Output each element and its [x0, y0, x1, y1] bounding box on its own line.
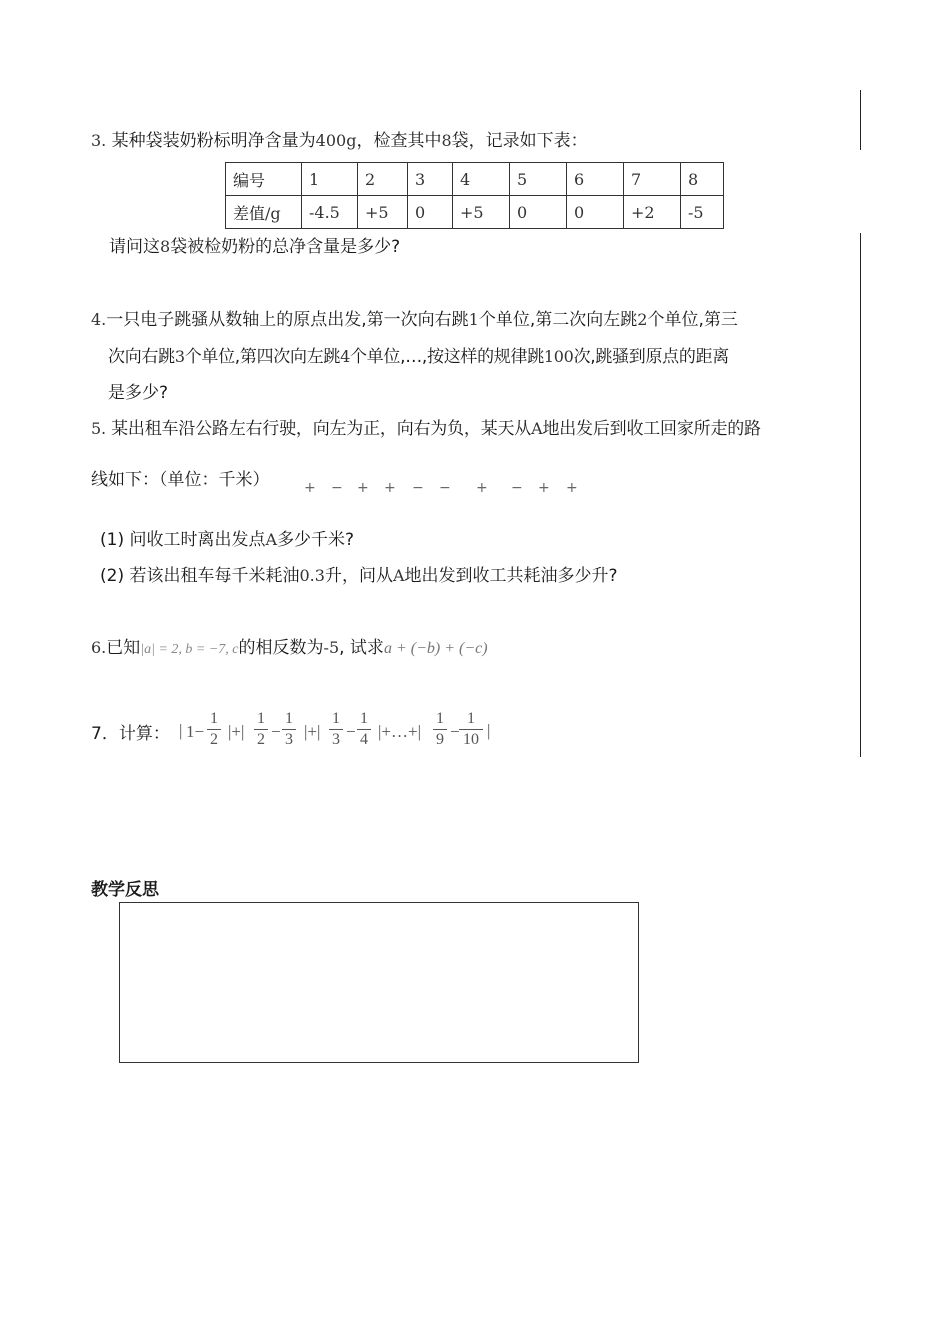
route-sign: + [384, 480, 396, 496]
route-signs [304, 480, 594, 500]
route-sign: − [439, 480, 451, 496]
table-cell: 0 [510, 196, 567, 229]
table-cell: 3 [408, 163, 453, 196]
table-cell: +2 [624, 196, 681, 229]
route-sign: + [476, 480, 488, 496]
minus-sign: − [450, 722, 460, 741]
margin-rule-top [860, 90, 861, 150]
route-sign: + [538, 480, 550, 496]
table-cell: 差值/g [226, 196, 302, 229]
table-row [226, 163, 724, 196]
route-sign: − [331, 480, 343, 496]
fraction: 1 4 [357, 710, 371, 749]
q5-line-2: 线如下：（单位：千米） [91, 470, 270, 490]
q6-line: 6.已知|a| = 2, b = −7, c的相反数为-5, 试求a + (−b) + (−c) [91, 638, 488, 658]
route-sign: − [511, 480, 523, 496]
table-cell: 2 [358, 163, 408, 196]
whole-term: 1− [186, 722, 205, 741]
table-cell: 1 [302, 163, 358, 196]
table-cell: 5 [510, 163, 567, 196]
route-sign: + [304, 480, 316, 496]
table-cell: 8 [681, 163, 724, 196]
table-cell: 编号 [226, 163, 302, 196]
q7-label: 7．计算： [91, 724, 170, 744]
table-cell: +5 [358, 196, 408, 229]
q5-sub-2: (2) 若该出租车每千米耗油0.3升，问从A地出发到收工共耗油多少升? [100, 566, 618, 586]
fraction: 1 2 [254, 710, 268, 749]
fraction: 1 2 [207, 710, 221, 749]
table-cell: +5 [453, 196, 510, 229]
ellipsis-separator: |+…+| [378, 722, 421, 741]
q5-line-1: 5. 某出租车沿公路左右行驶，向左为正，向右为负，某天从A地出发后到收工回家所走的路 [91, 419, 761, 439]
table-row [226, 196, 724, 229]
abs-bar: | [179, 721, 183, 740]
route-sign: − [412, 480, 424, 496]
q4-line-2: 次向右跳3个单位,第四次向左跳4个单位,…,按这样的规律跳100次,跳骚到原点的距离 [108, 347, 729, 367]
table-cell: 0 [567, 196, 624, 229]
plus-separator: |+| [304, 722, 321, 741]
target-expression: a + (−b) + (−c) [383, 640, 488, 657]
fraction: 1 10 [459, 710, 483, 749]
fraction: 1 9 [433, 710, 447, 749]
table-cell: -5 [681, 196, 724, 229]
q4-line-1: 4.一只电子跳骚从数轴上的原点出发,第一次向右跳1个单位,第二次向左跳2个单位,第三 [91, 310, 738, 330]
table-cell: -4.5 [302, 196, 358, 229]
reflection-box [119, 902, 639, 1063]
abs-bar: | [487, 721, 491, 740]
table-cell: 6 [567, 163, 624, 196]
q3-line: 3. 某种袋装奶粉标明净含量为400g，检查其中8袋，记录如下表： [91, 131, 588, 151]
minus-sign: − [271, 722, 281, 741]
table-cell: 7 [624, 163, 681, 196]
margin-rule-main [860, 233, 861, 757]
weight-difference-table [225, 162, 724, 229]
route-sign: + [357, 480, 369, 496]
q3-question: 请问这8袋被检奶粉的总净含量是多少? [109, 237, 401, 257]
given-formula: |a| = 2, b = −7, c [140, 642, 239, 657]
reflection-title: 教学反思 [91, 880, 159, 900]
plus-separator: |+| [228, 722, 245, 741]
table-cell: 0 [408, 196, 453, 229]
route-sign: + [566, 480, 578, 496]
table-cell: 4 [453, 163, 510, 196]
minus-sign: − [346, 722, 356, 741]
q4-line-3: 是多少? [108, 383, 169, 403]
fraction: 1 3 [282, 710, 296, 749]
q5-sub-1: (1) 问收工时离出发点A多少千米? [100, 530, 355, 550]
fraction: 1 3 [329, 710, 343, 749]
